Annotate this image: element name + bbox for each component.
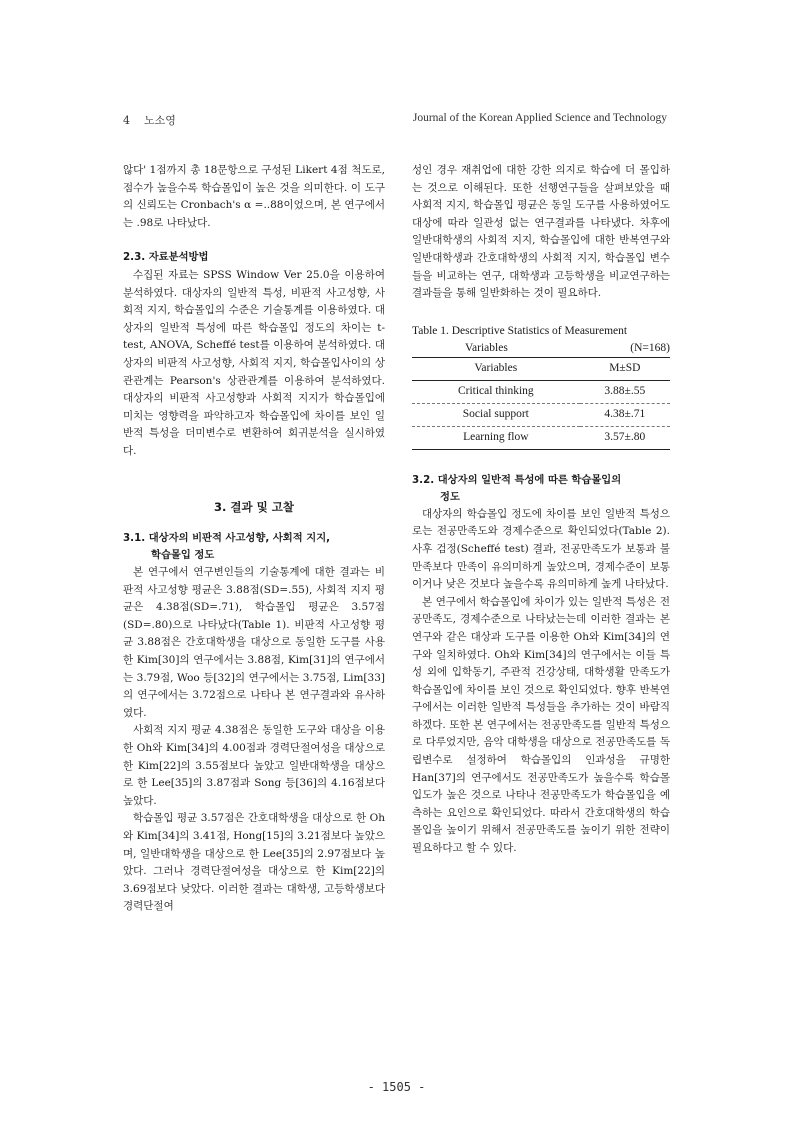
paragraph-right-continued: 성인 경우 재취업에 대한 강한 의지로 학습에 더 몰입하는 것으로 이해된다. 또한 선행연구들을 살펴보았을 때 사회적 지지, 학습몰입 평균은 동일 도구를 사용하였어도 대상에 따라 일관성 없는 연구결과를 나타냈다. 차후에 일반대학생의 사회적 지지, 학습몰입에 대한 반복연구와 일반대학생과 간호대학생의 사회적 지지, 학습몰입 변수들을 비교하는 연구, 대학생과 고등학생을 비교연구하는 결과들을 통해 일반화하는 것이 필요하다. — [412, 164, 670, 300]
paragraph-3-2-b: 본 연구에서 학습몰입에 차이가 있는 일반적 특성은 전공만족도, 경제수준으로 나타났는는데 이러한 결과는 본 연구와 같은 대상과 도구를 이용한 Oh와 Kim[34]의 연구와 일치하였다. Oh와 Kim[34]의 연구에서는 이들 특성 외에 입학동기, 주관적 건강상태, 대학생활 만족도가 학습몰입에 차이를 보인 것으로 확인되었다. 향후 반복연구에서는 이러한 일반적 특성들을 추가하는 것이 바람직하겠다. 또한 본 연구에서는 전공만족도를 일반적 특성으로 다루었지만, 음악 대학생을 대상으로 전공만족도를 독립변수로 설정하여 학습몰입의 인과성을 규명한 Han[37]의 연구에서도 전공만족도가 높을수록 학습몰입도가 높은 것으로 나타나 전공만족도가 학습몰입을 예측하는 요인으로 확인되었다. 따라서 간호대학생의 학습몰입을 높이기 위해서 전공만족도를 높이기 위한 전략이 필요하다고 할 수 있다. — [412, 595, 670, 855]
section-3-1-heading-line1: 3.1. 대상자의 비판적 사고성향, 사회적 지지, — [123, 532, 331, 545]
running-header-left — [123, 112, 176, 128]
left-column — [123, 162, 385, 916]
table-cell-value: 3.88±.55 — [604, 384, 646, 397]
section-3-2-heading-line1: 3.2. 대상자의 일반적 특성에 따른 학습몰입의 — [412, 473, 622, 486]
table-header-variables: Variables — [474, 361, 518, 374]
author-name: 노소영 — [144, 114, 176, 127]
table-1 — [412, 357, 670, 450]
paragraph-3-2-a: 대상자의 학습몰입 정도에 차이를 보인 일반적 특성으로는 전공만족도와 경제수준으로 확인되었다(Table 2). 사후 검정(Scheffé test) 결과, 전공만족도가 보통과 불만족보다 만족이 유의미하게 높았으며, 경제수준이 보통이거나 낮은 것보다 높을수록 유의미하게 높게 나타났다. — [412, 507, 670, 591]
table-cell-value: 3.57±.80 — [604, 430, 646, 443]
table-header-row — [412, 357, 670, 380]
table-cell-variable: Social support — [462, 407, 529, 420]
section-3-2-heading-line2: 정도 — [440, 490, 460, 503]
table-cell-variable: Critical thinking — [457, 384, 534, 397]
section-3-heading: 3. 결과 및 고찰 — [214, 499, 294, 514]
table-1-caption-line1: Table 1. Descriptive Statistics of Measurement — [412, 324, 628, 337]
section-3-1-heading-line2: 학습몰입 정도 — [151, 549, 215, 562]
section-3-2-heading — [412, 472, 670, 506]
table-row — [412, 380, 670, 403]
table-row — [412, 403, 670, 426]
table-cell-value: 4.38±.71 — [604, 407, 646, 420]
paragraph-3-1-a: 본 연구에서 연구변인들의 기술통계에 대한 결과는 비판적 사고성향 평균은 3.88점(SD=.55), 사회적 지지 평균은 4.38점(SD=.71), 학습몰입 평균은 3.57점(SD=.80)으로 나타났다(Table 1). 비판적 사고성향 평균 3.88점은 간호대학생을 대상으로 동일한 도구를 사용한 Kim[30]의 연구에서는 3.88점, Kim[31]의 연구에서는 3.79점, Woo 등[32]의 연구에서는 3.75점, Lim[33]의 연구에서는 3.72점으로 나타나 본 연구결과와 유사하였다. — [123, 566, 385, 719]
page-footer-number: - 1505 - — [367, 1080, 426, 1094]
paragraph-2-3: 수집된 자료는 SPSS Window Ver 25.0을 이용하여 분석하였다. 대상자의 일반적 특성, 비판적 사고성향, 사회적 지지, 학습몰입의 수준은 기술통계를 이용하였다. 대상자의 일반적 특성에 따른 학습몰입 정도의 차이는 t-test, ANOVA, Scheffé test를 이용하여 분석하였다. 대상자의 비판적 사고성향, 사회적 지지, 학습몰입사이의 상관관계는 Pearson's 상관관계를 이용하여 분석하였다. 대상자의 비판적 사고성향과 사회적 지지가 학습몰입에 미치는 영향력을 파악하고자 학습몰입에 차이를 보인 일반적 특성을 더미변수로 변환하여 회귀분석을 실시하였다. — [123, 268, 385, 457]
page-number: 4 — [123, 114, 130, 127]
section-2-3-heading: 2.3. 자료분석방법 — [123, 251, 209, 264]
section-3-1-heading — [123, 530, 385, 564]
table-cell-variable: Learning flow — [463, 430, 529, 443]
table-1-sample-size: (N=168) — [630, 341, 670, 354]
table-header-msd: M±SD — [609, 361, 641, 374]
table-1-caption-line2: Variables — [465, 341, 508, 354]
table-1-caption — [412, 323, 670, 357]
paragraph-continued: 않다' 1점까지 총 18문항으로 구성된 Likert 4점 척도로, 점수가 높을수록 학습몰입이 높은 것을 의미한다. 이 도구의 신뢰도는 Cronbach's α =..88이었으며, 본 연구에서는 .98로 나타났다. — [123, 164, 385, 229]
table-row — [412, 426, 670, 449]
journal-title: Journal of the Korean Applied Science and Technology — [412, 112, 667, 124]
paragraph-3-1-b: 사회적 지지 평균 4.38점은 동일한 도구와 대상을 이용한 Oh와 Kim[34]의 4.00점과 경력단절여성을 대상으로 한 Kim[22]의 3.55점보다 높았고 일반대학생을 대상으로 한 Lee[35]의 3.87점과 Song 등[36]의 4.16점보다 높았다. — [123, 724, 385, 807]
paragraph-3-1-c: 학습몰입 평균 3.57점은 간호대학생을 대상으로 한 Oh와 Kim[34]의 3.41점, Hong[15]의 3.21점보다 높았으며, 일반대학생을 대상으로 한 Lee[35]의 2.97점보다 높았다. 그러나 경력단절여성을 대상으로 한 Kim[22]의 3.69점보다 낮았다. 이러한 결과는 대학생, 고등학생보다 경력단절여 — [123, 812, 385, 913]
right-column — [412, 162, 670, 858]
